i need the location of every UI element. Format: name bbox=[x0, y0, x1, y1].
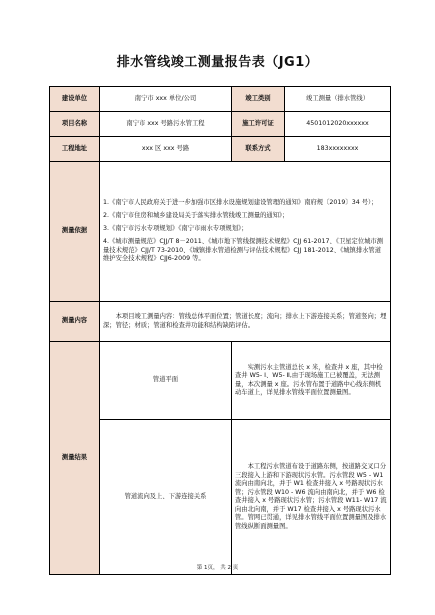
row-result-flow bbox=[50, 420, 391, 575]
permit-label: 施工许可证 bbox=[232, 112, 285, 137]
project-label: 项目名称 bbox=[50, 112, 100, 137]
report-table bbox=[49, 86, 391, 575]
address-label: 工程地址 bbox=[50, 137, 100, 162]
basis-list bbox=[100, 162, 391, 302]
row-measurement-content bbox=[50, 302, 391, 342]
project-value: 南宁市 xxx 号路污水管工程 bbox=[100, 112, 232, 137]
row-construction-unit bbox=[50, 87, 391, 112]
basis-item-2: 2.《南宁市住房和城乡建设局关于落实排水管线竣工测量的通知》； bbox=[103, 212, 289, 220]
address-value: xxx 区 xxx 号路 bbox=[100, 137, 232, 162]
basis-item-1: 1.《南宁市人民政府关于进一步加强市区排水设施规划建设管理的通知》南府规〔2019〕34 号）； bbox=[103, 199, 378, 207]
permit-value: 4501012020xxxxxx bbox=[285, 112, 391, 137]
basis-item-3: 3.《南宁市污水专项规划》《南宁市雨水专项规划》； bbox=[103, 225, 248, 233]
phone-label: 联系方式 bbox=[232, 137, 285, 162]
report-title: 排水管线竣工测量报告表（JG1） bbox=[116, 55, 319, 70]
content-label: 测量内容 bbox=[50, 302, 100, 342]
plan-text: 实测污水主管道总长 x 米，检查井 x 座，其中检查井 W5- Ⅰ、W5- Ⅱ,由于现场施工已被覆盖，无法测量，本次测量 x 座。污水管布置于道路中心线东侧机动车道上，详见排水管线平面位置测量图。 bbox=[232, 342, 391, 420]
row-project-name bbox=[50, 112, 391, 137]
flow-text: 本工程污水管道布设于道路东侧，按道路交叉口分三段接入上游和下游现状污水管。污水管段 W5 - W1 流向由南向北，并于 W1 检查井接入 x 号路现状污水管；污水管段 W10 - W6 流向由南向北，并于 W6 检查井接入 x 号路现状污水管；污水管段 W11- W17 流向由北向南，并于 W17 检查井接入 x 号路现状污水管。管网已贯通，详见排水管线平面位置测量图及排水管线纵断面测量图。 bbox=[232, 420, 391, 575]
basis-item-4: 4.《城市测量规范》CJJ/T 8－2011、《城市地下管线探测技术规程》CJJ 61-2017、《卫星定位城市测量技术规范》CJJ/T 73-2010、《城镇排水管道检测与评估技术规程》CJJ 181-2012、《城镇排水管道维护安全技术规程》CJJ6-2009 等。 bbox=[103, 238, 384, 263]
row-measurement-basis bbox=[50, 162, 391, 302]
content-text: 本项目竣工测量内容：管线总体平面位置；管道长度；流向；排水上下游连接关系；管道竖向；埋深；管径；材质；管道和检查井功能和结构缺陷评估。 bbox=[100, 302, 391, 342]
basis-label: 测量依据 bbox=[50, 162, 100, 302]
page-footer: 第 1页， 共 2 页 bbox=[196, 565, 239, 571]
type-value: 竣工测量（排水管线） bbox=[285, 87, 391, 112]
results-label: 测量结果 bbox=[50, 342, 100, 575]
unit-value: 南宁市 xxx 单位/公司 bbox=[100, 87, 232, 112]
unit-label: 建设单位 bbox=[50, 87, 100, 112]
type-label: 竣工类别 bbox=[232, 87, 285, 112]
row-result-plan bbox=[50, 342, 391, 420]
flow-label: 管道流向及上、下游连接关系 bbox=[100, 420, 232, 575]
phone-value: 183xxxxxxxx bbox=[285, 137, 391, 162]
plan-label: 管道平面 bbox=[100, 342, 232, 420]
row-project-address bbox=[50, 137, 391, 162]
